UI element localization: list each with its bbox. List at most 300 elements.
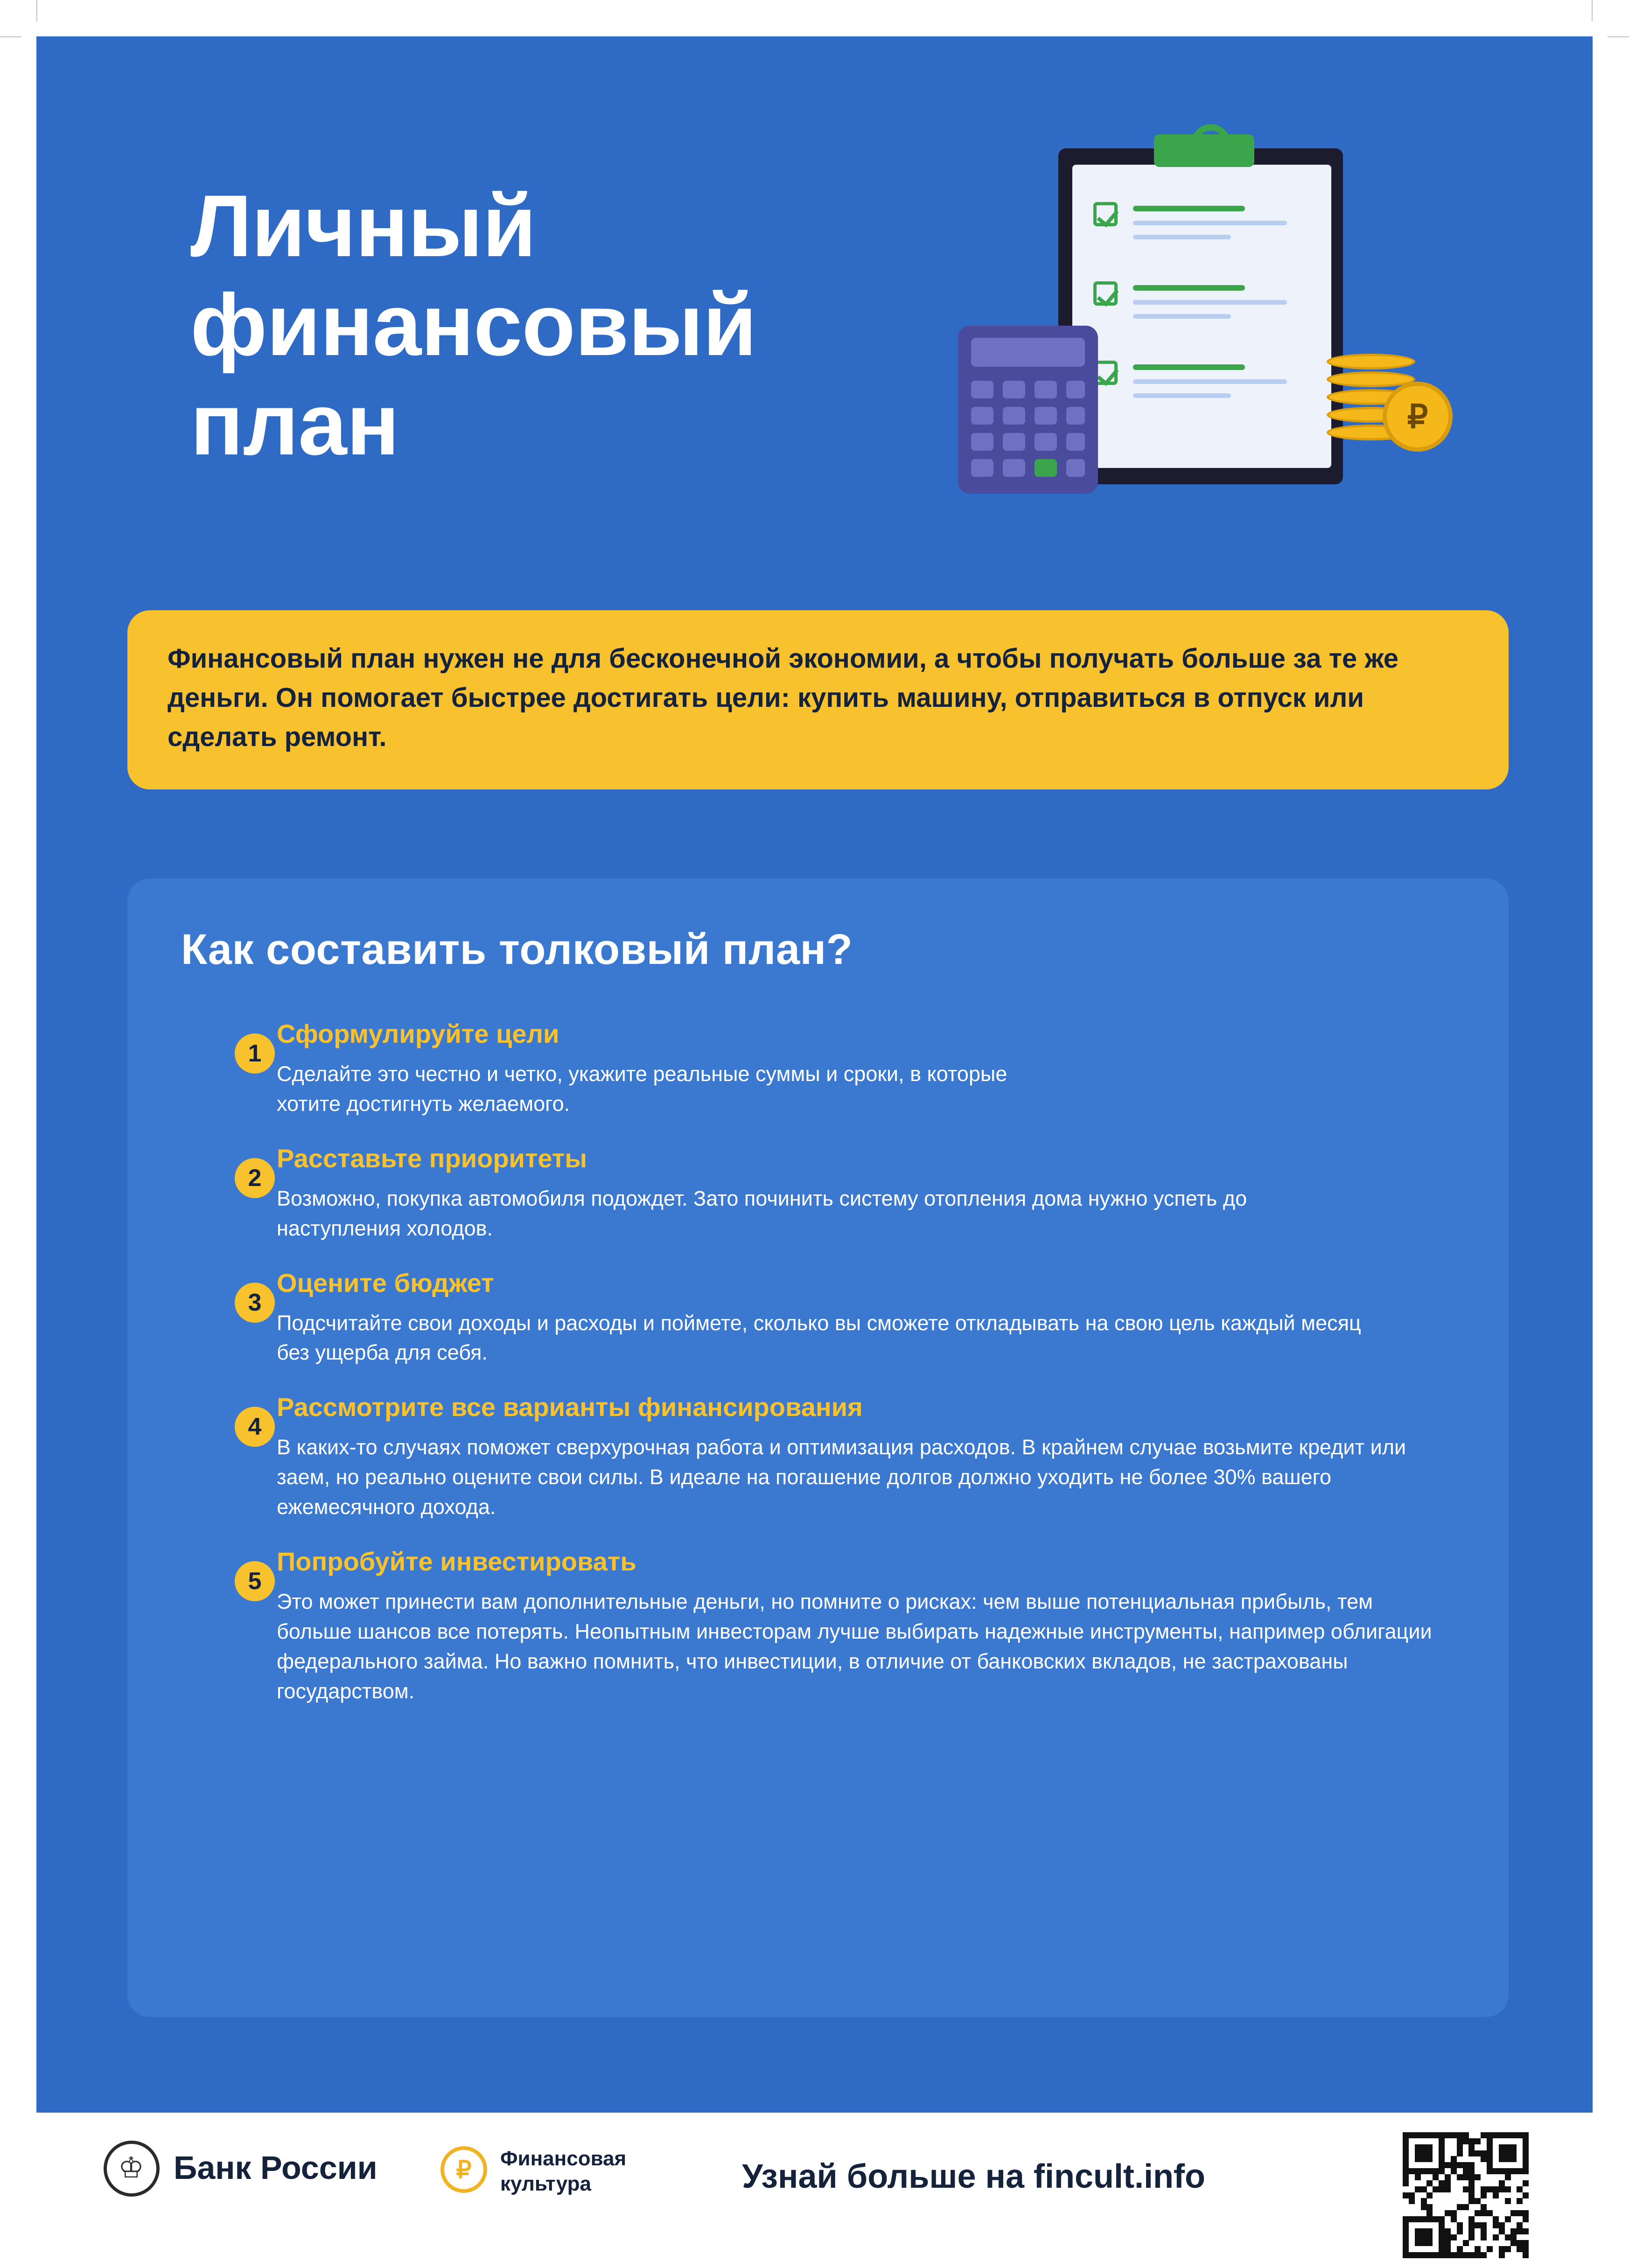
qr-module — [1439, 2138, 1445, 2144]
qr-module — [1493, 2222, 1499, 2228]
qr-module — [1426, 2132, 1433, 2138]
qr-module — [1475, 2150, 1481, 2156]
qr-module — [1403, 2150, 1409, 2156]
qr-module — [1433, 2174, 1439, 2180]
step-body: В каких-то случаях поможет сверхурочная работа и оптимизация расходов. В крайнем случае возьмите кредит или заем, но реально оцените свои силы. В идеале на погашение долгов должно уходить не более 30% вашего ежемесячного дохода. — [277, 1435, 1406, 1519]
qr-module — [1517, 2186, 1523, 2192]
qr-module — [1415, 2228, 1421, 2234]
qr-module — [1517, 2210, 1523, 2216]
qr-module — [1426, 2234, 1433, 2240]
calculator-screen — [971, 338, 1085, 367]
qr-module — [1457, 2246, 1463, 2252]
text-line — [1133, 206, 1245, 211]
check-tick-icon — [1097, 363, 1119, 386]
qr-module — [1415, 2186, 1421, 2192]
steps-panel — [127, 879, 1509, 2017]
text-line — [1133, 393, 1231, 398]
qr-module — [1415, 2132, 1421, 2138]
qr-module — [1523, 2240, 1529, 2246]
qr-module — [1451, 2216, 1457, 2222]
qr-module — [1439, 2252, 1445, 2258]
qr-module — [1493, 2132, 1499, 2138]
text-line — [1133, 379, 1287, 384]
qr-module — [1451, 2162, 1457, 2168]
calculator-key — [1035, 407, 1057, 425]
qr-module — [1517, 2240, 1523, 2246]
qr-module — [1510, 2144, 1517, 2150]
qr-module — [1523, 2132, 1529, 2138]
qr-module — [1487, 2246, 1493, 2252]
qr-module — [1421, 2198, 1427, 2204]
calculator-key — [1003, 459, 1025, 477]
coins-icon — [1327, 354, 1462, 475]
qr-module — [1481, 2210, 1487, 2216]
qr-module — [1445, 2180, 1451, 2186]
qr-module — [1421, 2168, 1427, 2174]
qr-module — [1468, 2180, 1475, 2186]
clipboard-illustration — [958, 120, 1453, 531]
qr-module — [1468, 2138, 1475, 2144]
qr-module — [1433, 2168, 1439, 2174]
qr-module — [1523, 2216, 1529, 2222]
qr-module — [1421, 2234, 1427, 2240]
crop-mark-top-left-v — [36, 0, 37, 21]
qr-module — [1457, 2144, 1463, 2150]
page-title: Личный финансовый план — [190, 177, 756, 473]
step-title: Сформулируйте цели — [277, 1019, 559, 1048]
qr-module — [1403, 2180, 1409, 2186]
qr-module — [1499, 2246, 1505, 2252]
poster-canvas — [36, 36, 1593, 2113]
qr-module — [1451, 2156, 1457, 2162]
qr-module — [1457, 2150, 1463, 2156]
qr-module — [1499, 2132, 1505, 2138]
qr-module — [1409, 2252, 1415, 2258]
qr-module — [1403, 2216, 1409, 2222]
section-title: Как составить толковый план? — [181, 926, 853, 973]
qr-module — [1517, 2168, 1523, 2174]
list-item — [183, 1392, 1453, 1522]
qr-module — [1487, 2144, 1493, 2150]
qr-module — [1445, 2240, 1451, 2246]
steps-list — [183, 1019, 1453, 1731]
qr-module — [1433, 2252, 1439, 2258]
qr-module — [1499, 2180, 1505, 2186]
qr-module — [1523, 2192, 1529, 2198]
qr-module — [1468, 2162, 1475, 2168]
qr-module — [1493, 2186, 1499, 2192]
bank-of-russia-emblem-icon — [104, 2141, 160, 2197]
qr-module — [1421, 2132, 1427, 2138]
qr-module — [1463, 2186, 1469, 2192]
qr-module — [1457, 2138, 1463, 2144]
qr-module — [1403, 2192, 1409, 2198]
qr-module — [1463, 2132, 1469, 2138]
qr-module — [1426, 2180, 1433, 2186]
text-line — [1133, 300, 1287, 305]
qr-module — [1415, 2156, 1421, 2162]
qr-module — [1481, 2156, 1487, 2162]
text-line — [1133, 364, 1245, 370]
qr-module — [1426, 2192, 1433, 2198]
qr-module — [1426, 2156, 1433, 2162]
qr-module — [1415, 2252, 1421, 2258]
qr-module — [1468, 2252, 1475, 2258]
qr-module — [1451, 2252, 1457, 2258]
callout-box — [127, 610, 1509, 789]
qr-module — [1463, 2138, 1469, 2144]
qr-module — [1403, 2174, 1409, 2180]
qr-module — [1403, 2144, 1409, 2150]
qr-module — [1475, 2252, 1481, 2258]
callout-text: Финансовый план нужен не для бесконечной экономии, а чтобы получать больше за те же деньги. Он помогает быстрее достигать цели: купить машину, отправиться в отпуск или сделать ремонт. — [168, 643, 1398, 753]
qr-module — [1510, 2240, 1517, 2246]
qr-module — [1493, 2234, 1499, 2240]
qr-module — [1481, 2186, 1487, 2192]
qr-module — [1403, 2138, 1409, 2144]
qr-module — [1433, 2186, 1439, 2192]
checkbox-icon — [1093, 202, 1118, 226]
qr-module — [1439, 2222, 1445, 2228]
qr-module — [1517, 2198, 1523, 2204]
qr-module — [1481, 2228, 1487, 2234]
qr-module — [1415, 2240, 1421, 2246]
qr-module — [1415, 2174, 1421, 2180]
check-tick-icon — [1097, 205, 1119, 228]
checklist-row — [1093, 281, 1313, 337]
qr-module — [1445, 2210, 1451, 2216]
qr-module — [1426, 2150, 1433, 2156]
checkbox-icon — [1093, 281, 1118, 306]
qr-module — [1426, 2144, 1433, 2150]
qr-module — [1505, 2186, 1511, 2192]
qr-module — [1409, 2216, 1415, 2222]
step-body: Возможно, покупка автомобиля подождет. Зато починить систему отопления дома нужно успеть до наступления холодов. — [277, 1186, 1247, 1240]
learn-more-text: Узнай больше на fincult.info — [742, 2158, 1205, 2195]
qr-module — [1403, 2228, 1409, 2234]
calculator-key — [1066, 381, 1085, 398]
qr-module — [1409, 2132, 1415, 2138]
qr-module — [1468, 2168, 1475, 2174]
qr-module — [1445, 2162, 1451, 2168]
qr-module — [1421, 2150, 1427, 2156]
calculator-key — [1066, 433, 1085, 451]
qr-module — [1426, 2216, 1433, 2222]
qr-module — [1445, 2228, 1451, 2234]
qr-module — [1403, 2240, 1409, 2246]
qr-module — [1487, 2156, 1493, 2162]
qr-module — [1475, 2138, 1481, 2144]
calculator-key — [971, 459, 993, 477]
qr-module — [1523, 2138, 1529, 2144]
qr-module — [1433, 2216, 1439, 2222]
qr-module — [1468, 2228, 1475, 2234]
qr-module — [1451, 2168, 1457, 2174]
text-line — [1133, 235, 1231, 239]
qr-module — [1487, 2132, 1493, 2138]
qr-module — [1517, 2222, 1523, 2228]
qr-module — [1421, 2144, 1427, 2150]
step-body: Подсчитайте свои доходы и расходы и поймете, сколько вы сможете откладывать на свою цель каждый месяц без ущерба для себя. — [277, 1311, 1361, 1365]
qr-module — [1487, 2210, 1493, 2216]
qr-module — [1505, 2174, 1511, 2180]
step-number-badge: 5 — [235, 1561, 275, 1601]
calculator-key — [1035, 381, 1057, 398]
qr-module — [1415, 2150, 1421, 2156]
qr-module — [1487, 2150, 1493, 2156]
list-item — [183, 1546, 1453, 1706]
qr-module — [1499, 2252, 1505, 2258]
qr-module — [1415, 2234, 1421, 2240]
qr-module — [1439, 2168, 1445, 2174]
qr-module — [1415, 2168, 1421, 2174]
qr-module — [1505, 2132, 1511, 2138]
qr-module — [1468, 2174, 1475, 2180]
qr-module — [1505, 2198, 1511, 2204]
list-item — [183, 1019, 1453, 1119]
qr-module — [1499, 2222, 1505, 2228]
qr-module — [1421, 2240, 1427, 2246]
qr-module — [1499, 2186, 1505, 2192]
calculator-key — [1003, 407, 1025, 425]
qr-module — [1451, 2234, 1457, 2240]
qr-module — [1439, 2144, 1445, 2150]
qr-module — [1468, 2186, 1475, 2192]
qr-module — [1499, 2156, 1505, 2162]
checklist-row — [1093, 361, 1313, 417]
qr-module — [1426, 2228, 1433, 2234]
qr-module — [1487, 2138, 1493, 2144]
qr-module — [1468, 2192, 1475, 2198]
qr-module — [1523, 2162, 1529, 2168]
calculator-key — [1003, 381, 1025, 398]
qr-module — [1421, 2228, 1427, 2234]
crop-mark-top-right-v — [1592, 0, 1593, 21]
qr-module — [1468, 2234, 1475, 2240]
qr-module — [1505, 2234, 1511, 2240]
qr-module — [1523, 2252, 1529, 2258]
qr-module — [1475, 2198, 1481, 2204]
qr-module — [1445, 2186, 1451, 2192]
qr-module — [1475, 2246, 1481, 2252]
qr-module — [1439, 2132, 1445, 2138]
calculator-equals-key — [1035, 459, 1057, 477]
qr-module — [1445, 2174, 1451, 2180]
qr-module — [1523, 2210, 1529, 2216]
fincult-label-line1: Финансовая — [500, 2147, 627, 2170]
qr-module — [1403, 2156, 1409, 2162]
qr-module — [1426, 2240, 1433, 2246]
qr-module — [1451, 2132, 1457, 2138]
step-number-badge: 2 — [235, 1158, 275, 1198]
qr-module — [1439, 2162, 1445, 2168]
qr-module — [1523, 2180, 1529, 2186]
qr-module — [1457, 2174, 1463, 2180]
qr-module — [1468, 2150, 1475, 2156]
qr-module — [1409, 2192, 1415, 2198]
qr-module — [1487, 2186, 1493, 2192]
qr-module — [1487, 2162, 1493, 2168]
double-eagle-icon: ♔ — [118, 2152, 144, 2184]
qr-module — [1403, 2162, 1409, 2168]
qr-module — [1499, 2228, 1505, 2234]
qr-module — [1439, 2216, 1445, 2222]
poster-footer — [0, 2113, 1629, 2268]
bank-of-russia-label: Банк России — [174, 2149, 378, 2186]
qr-module — [1445, 2234, 1451, 2240]
qr-module — [1481, 2204, 1487, 2210]
qr-module — [1523, 2168, 1529, 2174]
qr-module — [1523, 2228, 1529, 2234]
qr-module — [1505, 2216, 1511, 2222]
qr-module — [1463, 2174, 1469, 2180]
qr-module — [1439, 2186, 1445, 2192]
qr-module — [1415, 2144, 1421, 2150]
qr-module — [1421, 2216, 1427, 2222]
step-number-badge: 1 — [235, 1033, 275, 1074]
calculator-key — [1003, 433, 1025, 451]
step-title: Попробуйте инвестировать — [277, 1547, 636, 1577]
qr-module — [1457, 2204, 1463, 2210]
text-line — [1133, 221, 1287, 225]
qr-module — [1510, 2228, 1517, 2234]
qr-module — [1403, 2252, 1409, 2258]
qr-module — [1468, 2222, 1475, 2228]
crop-mark-top-right-h — [1608, 36, 1629, 37]
qr-module — [1523, 2144, 1529, 2150]
qr-module — [1499, 2144, 1505, 2150]
qr-module — [1463, 2240, 1469, 2246]
fincult-label-line2: культура — [500, 2172, 591, 2195]
fincult-coin-icon: ₽ — [440, 2146, 487, 2193]
qr-module — [1493, 2192, 1499, 2198]
qr-module — [1475, 2222, 1481, 2228]
qr-module — [1510, 2150, 1517, 2156]
calculator-key — [1035, 433, 1057, 451]
qr-module — [1445, 2132, 1451, 2138]
qr-module — [1493, 2168, 1499, 2174]
qr-module — [1426, 2204, 1433, 2210]
qr-module — [1481, 2234, 1487, 2240]
calculator-key — [971, 433, 993, 451]
qr-module — [1463, 2204, 1469, 2210]
qr-module — [1403, 2132, 1409, 2138]
qr-module — [1499, 2150, 1505, 2156]
text-line — [1133, 314, 1231, 319]
qr-module — [1481, 2222, 1487, 2228]
qr-module — [1505, 2246, 1511, 2252]
qr-module — [1421, 2156, 1427, 2162]
qr-module — [1475, 2174, 1481, 2180]
qr-module — [1510, 2156, 1517, 2162]
qr-module — [1445, 2246, 1451, 2252]
step-body: Сделайте это честно и четко, укажите реальные суммы и сроки, в которые хотите достигнуть желаемого. — [277, 1062, 1007, 1116]
qr-module — [1439, 2228, 1445, 2234]
qr-module — [1457, 2222, 1463, 2228]
qr-module — [1475, 2210, 1481, 2216]
checklist-row — [1093, 202, 1313, 258]
list-item — [183, 1143, 1453, 1243]
qr-code[interactable] — [1403, 2132, 1529, 2258]
qr-module — [1481, 2252, 1487, 2258]
qr-module — [1457, 2252, 1463, 2258]
calculator-key — [1066, 407, 1085, 425]
qr-module — [1439, 2234, 1445, 2240]
qr-module — [1463, 2168, 1469, 2174]
step-number-badge: 3 — [235, 1283, 275, 1323]
qr-module — [1463, 2252, 1469, 2258]
list-item — [183, 1268, 1453, 1368]
crop-mark-top-left-h — [0, 36, 21, 37]
qr-module — [1403, 2246, 1409, 2252]
qr-module — [1517, 2246, 1523, 2252]
step-title: Рассмотрите все варианты финансирования — [277, 1392, 863, 1422]
check-tick-icon — [1097, 284, 1119, 307]
step-title: Оцените бюджет — [277, 1268, 494, 1298]
qr-module — [1457, 2228, 1463, 2234]
qr-module — [1510, 2132, 1517, 2138]
qr-module — [1487, 2168, 1493, 2174]
calculator-key — [971, 381, 993, 398]
step-number-badge: 4 — [235, 1407, 275, 1447]
qr-module — [1493, 2216, 1499, 2222]
qr-module — [1517, 2132, 1523, 2138]
qr-module — [1421, 2252, 1427, 2258]
qr-module — [1439, 2240, 1445, 2246]
qr-module — [1457, 2132, 1463, 2138]
qr-module — [1451, 2210, 1457, 2216]
qr-module — [1421, 2186, 1427, 2192]
qr-module — [1505, 2144, 1511, 2150]
clipboard-ring-icon — [1191, 124, 1230, 163]
qr-module — [1468, 2198, 1475, 2204]
qr-module — [1415, 2216, 1421, 2222]
qr-module — [1439, 2246, 1445, 2252]
coin-stack-layer — [1327, 354, 1415, 370]
qr-module — [1421, 2204, 1427, 2210]
qr-module — [1403, 2222, 1409, 2228]
qr-module — [1439, 2180, 1445, 2186]
step-body: Это может принести вам дополнительные деньги, но помните о рисках: чем выше потенциальная прибыль, тем больше шансов все потерять. Неопытным инвесторам лучше выбирать надежные инструменты, например облигации федерального займа. Но важно помнить, что инвестиции, в отличие от банковских вкладов, не застрахованы государством. — [277, 1590, 1432, 1703]
qr-module — [1505, 2168, 1511, 2174]
qr-module — [1468, 2144, 1475, 2150]
qr-module — [1463, 2162, 1469, 2168]
qr-module — [1510, 2210, 1517, 2216]
qr-module — [1523, 2156, 1529, 2162]
qr-module — [1523, 2246, 1529, 2252]
qr-module — [1457, 2162, 1463, 2168]
qr-module — [1409, 2168, 1415, 2174]
qr-module — [1426, 2210, 1433, 2216]
qr-module — [1403, 2234, 1409, 2240]
qr-module — [1403, 2168, 1409, 2174]
qr-module — [1426, 2168, 1433, 2174]
text-line — [1133, 285, 1245, 291]
qr-module — [1517, 2228, 1523, 2234]
calculator-key — [971, 407, 993, 425]
qr-module — [1505, 2156, 1511, 2162]
ruble-coin-icon: ₽ — [1383, 382, 1453, 452]
fincult-label — [500, 2146, 626, 2196]
qr-module — [1510, 2168, 1517, 2174]
qr-module — [1481, 2132, 1487, 2138]
qr-module — [1445, 2252, 1451, 2258]
qr-module — [1409, 2198, 1415, 2204]
qr-module — [1426, 2252, 1433, 2258]
qr-module — [1468, 2216, 1475, 2222]
calculator-icon — [958, 326, 1098, 494]
qr-module — [1481, 2150, 1487, 2156]
